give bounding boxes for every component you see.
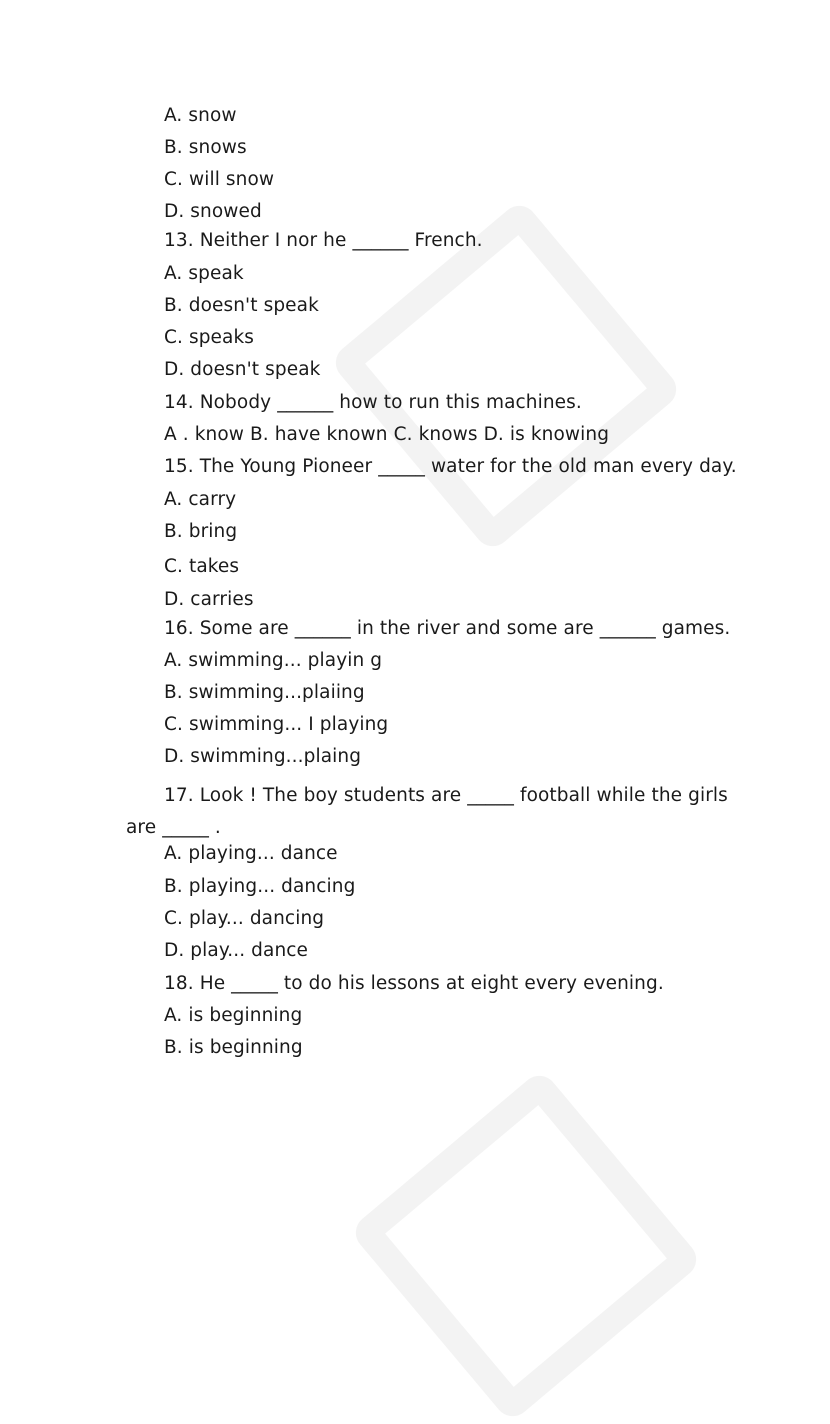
- option-line: A. speak: [164, 263, 244, 284]
- option-line: B. doesn't speak: [164, 295, 319, 316]
- option-line: C. play... dancing: [164, 908, 325, 929]
- option-line: A. playing... dance: [164, 843, 338, 864]
- option-line: A. is beginning: [164, 1005, 303, 1026]
- question-continuation: are _____ .: [126, 817, 221, 838]
- option-line: B. snows: [164, 137, 247, 158]
- question-line: 13. Neither I nor he ______ French.: [164, 230, 483, 251]
- option-line: B. playing... dancing: [164, 876, 356, 897]
- option-line: A . know B. have known C. knows D. is knowing: [164, 424, 610, 445]
- question-line: 18. He _____ to do his lessons at eight every evening.: [164, 973, 664, 994]
- option-line: D. doesn't speak: [164, 359, 321, 380]
- question-line: 16. Some are ______ in the river and some are ______ games.: [164, 618, 731, 639]
- option-line: C. takes: [164, 556, 240, 577]
- question-line: 17. Look ! The boy students are _____ football while the girls: [164, 785, 728, 806]
- option-line: B. is beginning: [164, 1037, 303, 1058]
- option-line: A. snow: [164, 105, 237, 126]
- option-line: D. play... dance: [164, 940, 309, 961]
- option-line: D. carries: [164, 589, 254, 610]
- option-line: C. speaks: [164, 327, 255, 348]
- watermark-shape: [348, 1068, 703, 1423]
- option-line: D. swimming...plaing: [164, 746, 362, 767]
- question-line: 15. The Young Pioneer _____ water for the old man every day.: [164, 456, 737, 477]
- option-line: C. will snow: [164, 169, 275, 190]
- option-line: C. swimming... I playing: [164, 714, 389, 735]
- option-line: B. swimming...plaiing: [164, 682, 365, 703]
- option-line: A. carry: [164, 489, 237, 510]
- question-line: 14. Nobody ______ how to run this machines.: [164, 392, 582, 413]
- option-line: A. swimming... playin g: [164, 650, 383, 671]
- option-line: D. snowed: [164, 201, 262, 222]
- option-line: B. bring: [164, 521, 238, 542]
